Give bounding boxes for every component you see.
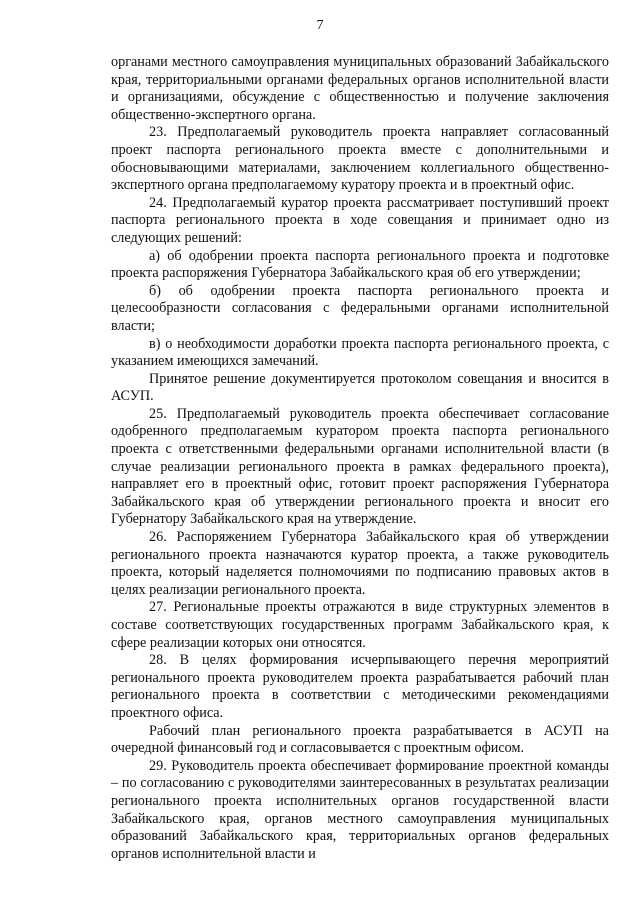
paragraph-decision-note: Принятое решение документируется протоколом совещания и вносится в АСУП. (111, 370, 609, 405)
paragraph-29: 29. Руководитель проекта обеспечивает формирование проектной команды – по согласованию с руководителями заинтересованных в результатах реализации регионального проекта исполнительных органов государственной власти Забайкальского края, органов местного самоуправления муниципальных образований Забайкальского края, территориальных органов федеральных органов исполнительной власти и (111, 757, 609, 862)
page-number: 7 (316, 18, 324, 33)
paragraph-continuation: органами местного самоуправления муниципальных образований Забайкальского края, территориальными органами федеральных органов исполнительной власти и организациями, обсуждение с общественностью и получение заключения общественно-экспертного органа. (111, 54, 609, 123)
paragraph-24-option-a: а) об одобрении проекта паспорта регионального проекта и подготовке проекта распоряжения Губернатора Забайкальского края об его утверждении; (111, 247, 609, 282)
paragraph-27: 27. Региональные проекты отражаются в виде структурных элементов в составе соответствующих государственных программ Забайкальского края, к сфере реализации которых они относятся. (111, 599, 609, 651)
paragraph-28: 28. В целях формирования исчерпывающего перечня мероприятий регионального проекта руководителем проекта разрабатывается рабочий план регионального проекта в соответствии с методическими рекомендациями проектного офиса. (111, 652, 609, 721)
paragraph-24-option-c: в) о необходимости доработки проекта паспорта регионального проекта, с указанием имеющихся замечаний. (111, 335, 609, 370)
paragraph-work-plan-note: Рабочий план регионального проекта разрабатывается в АСУП на очередной финансовый год и согласовывается с проектным офисом. (111, 722, 609, 757)
paragraph-25: 25. Предполагаемый руководитель проекта обеспечивает согласование одобренного предполагаемым куратором проекта паспорта регионального проекта с ответственными федеральными органами исполнительной власти (в случае реализации регионального проекта в рамках федерального проекта), направляет его в проектный офис, готовит проект распоряжения Губернатора Забайкальского края об утверждении регионального проекта и вносит его Губернатору Забайкальского края на утверждение. (111, 405, 609, 528)
paragraph-23: 23. Предполагаемый руководитель проекта направляет согласованный проект паспорта регионального проекта вместе с дополнительными и обосновывающими материалами, заключением коллегиального общественно-экспертного органа предполагаемому куратору проекта и в проектный офис. (111, 124, 609, 194)
paragraph-26: 26. Распоряжением Губернатора Забайкальского края об утверждении регионального проекта назначаются куратор проекта, а также руководитель проекта, который наделяется полномочиями по подписанию правовых актов в целях реализации регионального проекта. (111, 529, 609, 598)
document-body (111, 54, 609, 863)
paragraph-24-option-b: б) об одобрении проекта паспорта регионального проекта и целесообразности согласования с федеральными органами исполнительной власти; (111, 282, 609, 334)
paragraph-24: 24. Предполагаемый куратор проекта рассматривает поступивший проект паспорта регионального проекта в ходе совещания и принимает одно из следующих решений: (111, 194, 609, 246)
